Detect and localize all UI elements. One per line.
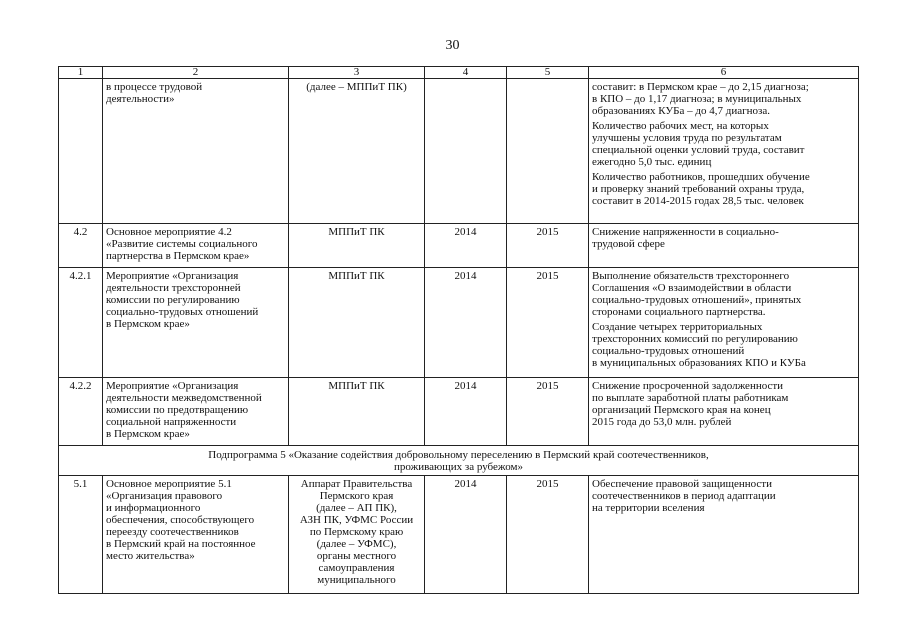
table-row bbox=[59, 476, 859, 594]
end-year: 2015 bbox=[507, 268, 589, 378]
expected-result bbox=[589, 476, 859, 594]
start-year: 2014 bbox=[425, 378, 507, 446]
measure-name: Мероприятие «Организация деятельности межведомственной комиссии по предотвращению социальной напряженности в Пермском крае» bbox=[103, 378, 289, 446]
start-year bbox=[425, 79, 507, 224]
executor: МППиТ ПК bbox=[289, 224, 425, 268]
column-number-row bbox=[59, 67, 859, 79]
row-number: 4.2 bbox=[59, 224, 103, 268]
measure-name: в процессе трудовой деятельности» bbox=[103, 79, 289, 224]
result-paragraph: составит: в Пермском крае – до 2,15 диагноза; в КПО – до 1,17 диагноза; в муниципальных образованиях КУБа – до 4,7 диагноза. bbox=[592, 81, 809, 117]
result-paragraph: Количество рабочих мест, на которых улучшены условия труда по результатам специальной оценки условий труда, составит ежегодно 5,0 тыс. единиц bbox=[592, 120, 805, 168]
column-number: 3 bbox=[289, 67, 425, 79]
expected-result bbox=[589, 268, 859, 378]
end-year: 2015 bbox=[507, 378, 589, 446]
executor: МППиТ ПК bbox=[289, 268, 425, 378]
result-paragraph: Снижение напряженности в социально- трудовой сфере bbox=[592, 226, 779, 250]
end-year: 2015 bbox=[507, 476, 589, 594]
result-paragraph: Создание четырех территориальных трехсторонних комиссий по регулированию социально-трудовых отношений в муниципальных образованиях КПО и КУБа bbox=[592, 321, 806, 369]
expected-result bbox=[589, 224, 859, 268]
column-number: 4 bbox=[425, 67, 507, 79]
expected-result bbox=[589, 378, 859, 446]
start-year: 2014 bbox=[425, 268, 507, 378]
start-year: 2014 bbox=[425, 224, 507, 268]
table-row bbox=[59, 224, 859, 268]
expected-result bbox=[589, 79, 859, 224]
page-number: 30 bbox=[445, 38, 460, 53]
executor: (далее – МППиТ ПК) bbox=[289, 79, 425, 224]
subprogram-title: Подпрограмма 5 «Оказание содействия добровольному переселению в Пермский край соотечественников, проживающих за рубежом» bbox=[59, 446, 859, 476]
measure-name: Основное мероприятие 5.1 «Организация правового и информационного обеспечения, способствующего переезду соотечественников в Пермский край на постоянное место жительства» bbox=[103, 476, 289, 594]
result-paragraph: Количество работников, прошедших обучение и проверку знаний требований охраны труда, составит в 2014-2015 годах 28,5 тыс. человек bbox=[592, 171, 810, 207]
row-number: 5.1 bbox=[59, 476, 103, 594]
executor: МППиТ ПК bbox=[289, 378, 425, 446]
executor: Аппарат Правительства Пермского края (далее – АП ПК), АЗН ПК, УФМС России по Пермскому краю (далее – УФМС), органы местного самоуправления муниципального bbox=[289, 476, 425, 594]
column-number: 5 bbox=[507, 67, 589, 79]
column-number: 6 bbox=[589, 67, 859, 79]
table-row bbox=[59, 378, 859, 446]
result-paragraph: Выполнение обязательств трехстороннего Соглашения «О взаимодействии в области социально-трудовых отношений», принятых сторонами социального партнерства. bbox=[592, 270, 802, 318]
measures-table bbox=[58, 66, 859, 594]
row-number: 4.2.1 bbox=[59, 268, 103, 378]
measure-name: Мероприятие «Организация деятельности трехсторонней комиссии по регулированию социально-трудовых отношений в Пермском крае» bbox=[103, 268, 289, 378]
subprogram-row bbox=[59, 446, 859, 476]
row-number bbox=[59, 79, 103, 224]
table-row bbox=[59, 268, 859, 378]
end-year bbox=[507, 79, 589, 224]
row-number: 4.2.2 bbox=[59, 378, 103, 446]
table-row bbox=[59, 79, 859, 224]
result-paragraph: Снижение просроченной задолженности по выплате заработной платы работникам организаций Пермского края на конец 2015 года до 53,0 млн. рублей bbox=[592, 380, 789, 428]
result-paragraph: Обеспечение правовой защищенности соотечественников в период адаптации на территории вселения bbox=[592, 478, 776, 514]
column-number: 1 bbox=[59, 67, 103, 79]
end-year: 2015 bbox=[507, 224, 589, 268]
start-year: 2014 bbox=[425, 476, 507, 594]
measure-name: Основное мероприятие 4.2 «Развитие системы социального партнерства в Пермском крае» bbox=[103, 224, 289, 268]
column-number: 2 bbox=[103, 67, 289, 79]
